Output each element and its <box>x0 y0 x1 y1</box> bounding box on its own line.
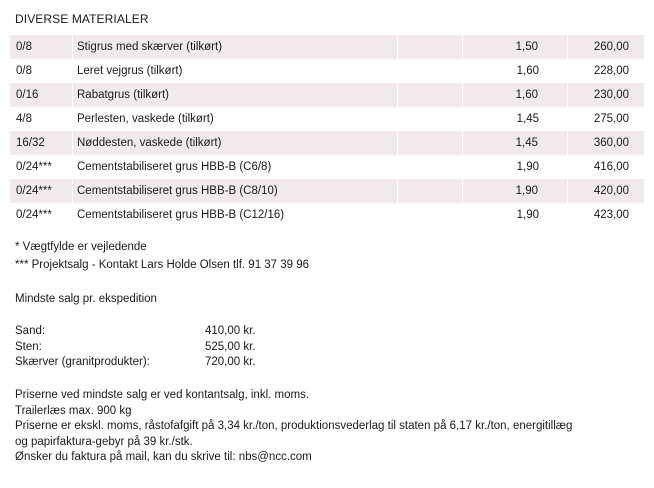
price-cell: 416,00 <box>593 161 629 173</box>
price-table <box>10 35 644 227</box>
size-cell: 0/8 <box>16 65 32 77</box>
blank-cell <box>398 59 463 83</box>
footer-line-invoice-mail: Ønsker du faktura på mail, kan du skrive til: nbs@ncc.com <box>15 451 312 463</box>
table-row <box>10 59 644 83</box>
name-cell: Nøddesten, vaskede (tilkørt) <box>73 131 398 155</box>
name-cell: Leret vejgrus (tilkørt) <box>77 65 183 77</box>
footer-line-prices: Priserne er ekskl. moms, råstofafgift på 3,34 kr./ton, produktionsvederlag til staten på 6,17 kr./ton, energitillæg <box>15 420 573 432</box>
table-row <box>10 155 644 179</box>
size-cell: 0/24*** <box>16 209 52 221</box>
blank-cell <box>398 107 463 131</box>
name-cell: Cementstabiliseret grus HBB-B (C8/10) <box>73 179 398 203</box>
density-cell: 1,90 <box>516 209 539 221</box>
list-item <box>15 324 285 340</box>
name-cell: Stigrus med skærver (tilkørt) <box>73 35 398 59</box>
table-row <box>10 179 644 203</box>
size-cell: 4/8 <box>16 113 32 125</box>
price-cell: 360,00 <box>593 137 629 149</box>
footnote-project-sale: *** Projektsalg - Kontakt Lars Holde Olsen tlf. 91 37 39 96 <box>15 259 310 271</box>
size-cell: 0/16 <box>10 83 73 107</box>
minimum-value: 720,00 kr. <box>205 356 256 368</box>
blank-cell <box>398 35 463 59</box>
minimum-label: Skærver (granitprodukter): <box>15 356 150 368</box>
minimum-sale-title: Mindste salg pr. ekspedition <box>15 293 157 305</box>
list-item <box>15 355 285 371</box>
size-cell: 0/24*** <box>16 161 52 173</box>
price-cell: 420,00 <box>593 185 629 197</box>
density-cell: 1,90 <box>516 161 539 173</box>
blank-cell <box>398 155 463 179</box>
name-cell: Cementstabiliseret grus HBB-B (C6/8) <box>77 161 272 173</box>
list-item <box>15 340 285 356</box>
table-row <box>10 107 644 131</box>
price-cell: 228,00 <box>593 65 629 77</box>
density-cell: 1,50 <box>463 35 568 59</box>
price-cell: 275,00 <box>593 113 629 125</box>
blank-cell <box>398 179 463 203</box>
blank-cell <box>398 203 463 227</box>
minimum-label: Sten: <box>15 340 42 353</box>
minimum-value: 410,00 kr. <box>205 325 256 337</box>
density-cell: 1,45 <box>516 113 539 125</box>
page-title: DIVERSE MATERIALER <box>15 12 149 26</box>
price-cell: 260,00 <box>593 41 629 53</box>
density-cell: 1,60 <box>463 83 568 107</box>
minimum-value: 525,00 kr. <box>205 340 256 353</box>
density-cell: 1,45 <box>463 131 568 155</box>
footer-line-cash-sale: Priserne ved mindste salg er ved kontantsalg, inkl. moms. <box>15 389 310 401</box>
name-cell: Cementstabiliseret grus HBB-B (C12/16) <box>77 209 285 221</box>
footer-line-trailer: Trailerlæs max. 900 kg <box>15 404 132 417</box>
footnote-density: * Vægtfylde er vejledende <box>15 241 147 253</box>
minimum-label: Sand: <box>15 325 46 337</box>
density-cell: 1,60 <box>516 65 539 77</box>
density-cell: 1,90 <box>463 179 568 203</box>
footnotes <box>15 238 309 274</box>
blank-cell <box>398 83 463 107</box>
footer-line-fee: og papirfaktura-gebyr på 39 kr./stk. <box>15 435 193 448</box>
price-cell: 230,00 <box>593 89 629 101</box>
blank-cell <box>398 131 463 155</box>
size-cell: 16/32 <box>10 131 73 155</box>
table-row <box>10 203 644 227</box>
name-cell: Rabatgrus (tilkørt) <box>73 83 398 107</box>
price-cell: 423,00 <box>593 209 629 221</box>
table-row <box>10 35 644 59</box>
table-row <box>10 83 644 107</box>
name-cell: Perlesten, vaskede (tilkørt) <box>77 113 214 125</box>
size-cell: 0/24*** <box>10 179 73 203</box>
footer-notes <box>15 388 572 466</box>
table-row <box>10 131 644 155</box>
minimum-sale-list <box>15 324 285 371</box>
size-cell: 0/8 <box>10 35 73 59</box>
